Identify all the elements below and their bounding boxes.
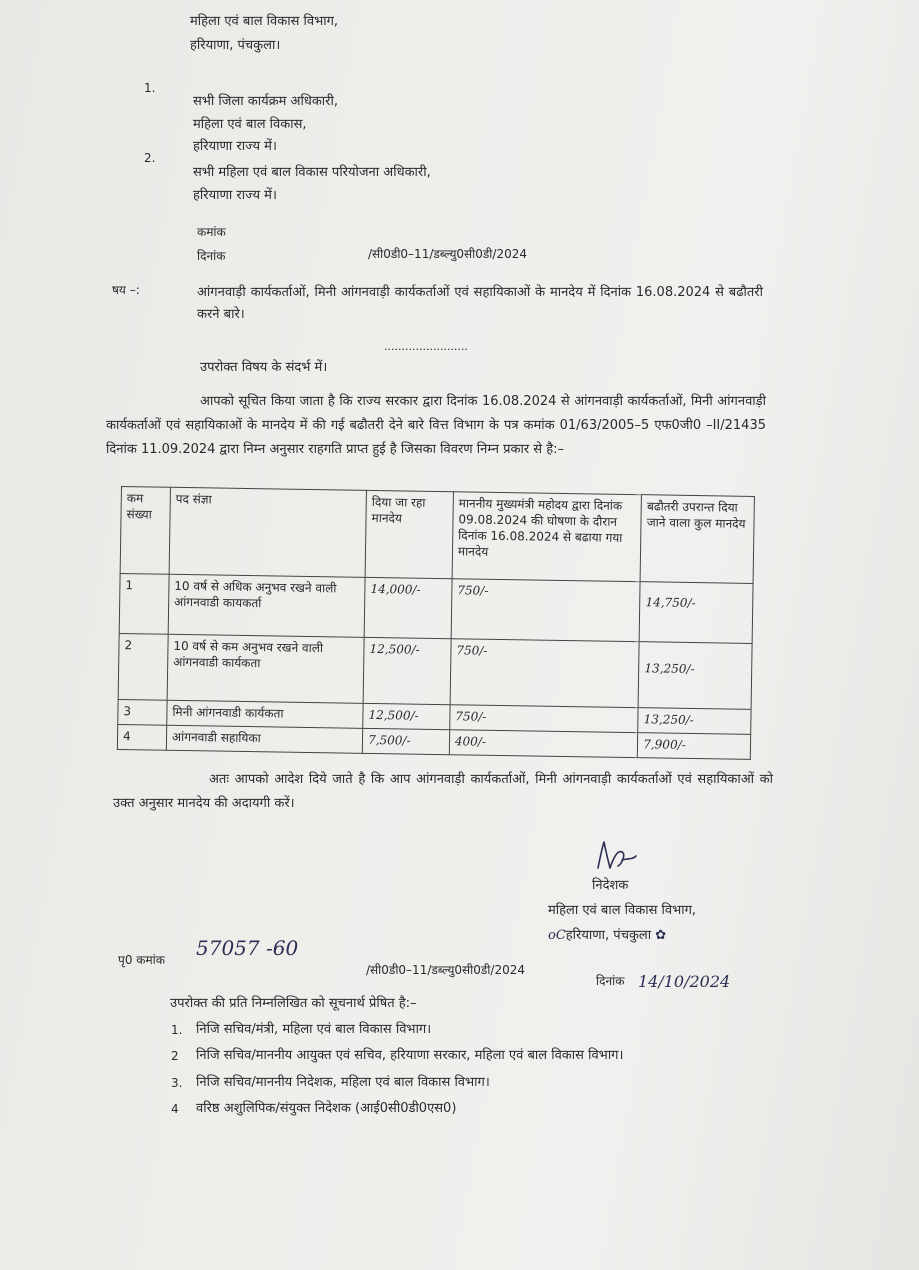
recipient-1-line-2: महिला एवं बाल विकास, <box>193 117 307 132</box>
cell-current: 12,500/- <box>363 703 450 729</box>
dinank-label: दिनांक <box>197 249 226 263</box>
cell-post: आंगनवाडी सहायिका <box>166 725 363 753</box>
table-row <box>118 633 752 709</box>
col-header-increase: माननीय मुख्यमंत्री महोदय द्वारा दिनांक 09.08.2024 की घोषणा के दौरान दिनांक 16.08.2024 से बढाया गया मानदेय <box>452 492 642 582</box>
signatory-dept: महिला एवं बाल विकास विभाग, <box>548 903 697 918</box>
endorsement-ref-number: /सी0डी0–11/डब्ल्यु0सी0डी/2024 <box>366 963 526 977</box>
from-place: हरियाणा, पंचकुला। <box>190 38 281 53</box>
recipient-1-line-1: सभी जिला कार्यक्रम अधिकारी, <box>193 94 338 109</box>
copy-item-1-text: निजि सचिव/मंत्री, महिला एवं बाल विकास विभाग। <box>196 1022 432 1037</box>
signatory-place-text: हरियाणा, पंचकुला <box>565 928 652 943</box>
copy-item-4-text: वरिष्ठ अशुलिपिक/संयुक्त निदेशक (आई0सी0डी0एस0) <box>196 1101 457 1116</box>
copy-item-2-text: निजि सचिव/माननीय आयुक्त एवं सचिव, हरियाणा सरकार, महिला एवं बाल विकास विभाग। <box>196 1048 624 1063</box>
endorsement-handwritten-number: 57057 -60 <box>196 936 299 960</box>
cell-serial: 1 <box>119 573 169 634</box>
col-header-serial: कम संख्या <box>120 487 170 575</box>
recipient-1-line-3: हरियाणा राज्य में। <box>193 139 277 154</box>
from-dept: महिला एवं बाल विकास विभाग, <box>190 14 339 29</box>
cell-serial: 3 <box>118 699 167 725</box>
subject-label: षय –: <box>112 283 140 297</box>
place-prefix-mark: oC <box>548 928 566 943</box>
table-row <box>119 573 753 643</box>
copy-item-3-text: निजि सचिव/माननीय निदेशक, महिला एवं बाल विकास विभाग। <box>196 1075 490 1090</box>
cell-post: 10 वर्ष से कम अनुभव रखने वाली आंगनवाडी कार्यकता <box>167 634 364 703</box>
signatory-designation: निदेशक <box>592 878 629 893</box>
place-suffix-mark: ✿ <box>655 928 667 943</box>
col-header-current-honorarium: दिया जा रहा मानदेय <box>365 490 453 578</box>
cell-increase: 750/- <box>451 579 640 642</box>
honorarium-table <box>117 486 755 760</box>
cell-increase: 750/- <box>450 639 639 708</box>
recipient-2-line-1: सभी महिला एवं बाल विकास परियोजना अधिकारी, <box>193 165 431 180</box>
endorsement-handwritten-date: 14/10/2024 <box>638 972 731 991</box>
table-header-row <box>120 487 754 584</box>
reference-line: उपरोक्त विषय के संदर्भ में। <box>200 360 328 375</box>
recipient-1-number: 1. <box>144 81 156 95</box>
body-paragraph-1: आपको सूचित किया जाता है कि राज्य सरकार द्वारा दिनांक 16.08.2024 से आंगनवाड़ी कार्यकर्ताओं, मिनी आंगनवाड़ी कार्यकर्ताओं एवं सहायिकाओं के मानदेय में की गई बढौतरी देने बारे वित्त विभाग के पत्र कमांक 01/63/2005–5 एफ0जी0 –II/21435 दिनांक 11.09.2024 द्वारा निम्न अनुसार राहगति प्राप्त हुई है जिसका विवरण निम्न प्रकार से है:– <box>106 394 766 457</box>
cell-post: 10 वर्ष से अधिक अनुभव रखने वाली आंगनवाडी कायकर्ता <box>168 574 365 637</box>
recipient-2-number: 2. <box>144 151 156 165</box>
cell-total: 13,250/- <box>638 642 752 710</box>
cell-total: 7,900/- <box>638 733 751 760</box>
signature-mark <box>592 838 642 878</box>
subject-text: आंगनवाड़ी कार्यकर्ताओं, मिनी आंगनवाड़ी कार्यकर्ताओं एवं सहायिकाओं के मानदेय में दिनांक 16.08.2024 से बढौतरी करने बारे। <box>197 285 763 322</box>
cell-total: 13,250/- <box>638 708 751 735</box>
copy-item-2-number: 2 <box>171 1049 179 1063</box>
cell-increase: 400/- <box>449 730 638 758</box>
cell-post: मिनी आंगनवाडी कार्यकता <box>167 700 364 728</box>
copy-intro: उपरोक्त की प्रति निम्नलिखित को सूचनार्थ प्रेषित है:– <box>170 996 417 1011</box>
copy-item-4-number: 4 <box>171 1102 179 1116</box>
endorsement-date-label: दिनांक <box>596 974 625 988</box>
subject-separator: ........................ <box>384 340 468 353</box>
cell-serial: 2 <box>118 633 168 700</box>
col-header-total: बढौतरी उपरान्त दिया जाने वाला कुल मानदेय <box>640 495 754 584</box>
body-paragraph-2: अतः आपको आदेश दिये जाते है कि आप आंगनवाड़ी कार्यकर्ताओं, मिनी आंगनवाड़ी कार्यकर्ताओं एवं सहायिकाओं को उक्त अनुसार मानदेय की अदायगी करें। <box>113 772 773 811</box>
cell-total: 14,750/- <box>639 582 753 644</box>
copy-item-3-number: 3. <box>171 1076 183 1090</box>
col-header-post: पद संज्ञा <box>169 487 367 577</box>
copy-item-1-number: 1. <box>171 1023 183 1037</box>
endorsement-label: पृ0 कमांक <box>118 953 165 967</box>
memo-ref-number: /सी0डी0–11/डब्ल्यु0सी0डी/2024 <box>368 247 528 261</box>
cell-increase: 750/- <box>450 705 639 733</box>
kramank-label: कमांक <box>197 225 226 239</box>
recipient-2-line-2: हरियाणा राज्य में। <box>193 188 277 203</box>
cell-serial: 4 <box>117 724 166 750</box>
cell-current: 7,500/- <box>362 728 449 754</box>
cell-current: 14,000/- <box>364 577 452 638</box>
signatory-place <box>548 928 666 944</box>
cell-current: 12,500/- <box>363 637 451 704</box>
